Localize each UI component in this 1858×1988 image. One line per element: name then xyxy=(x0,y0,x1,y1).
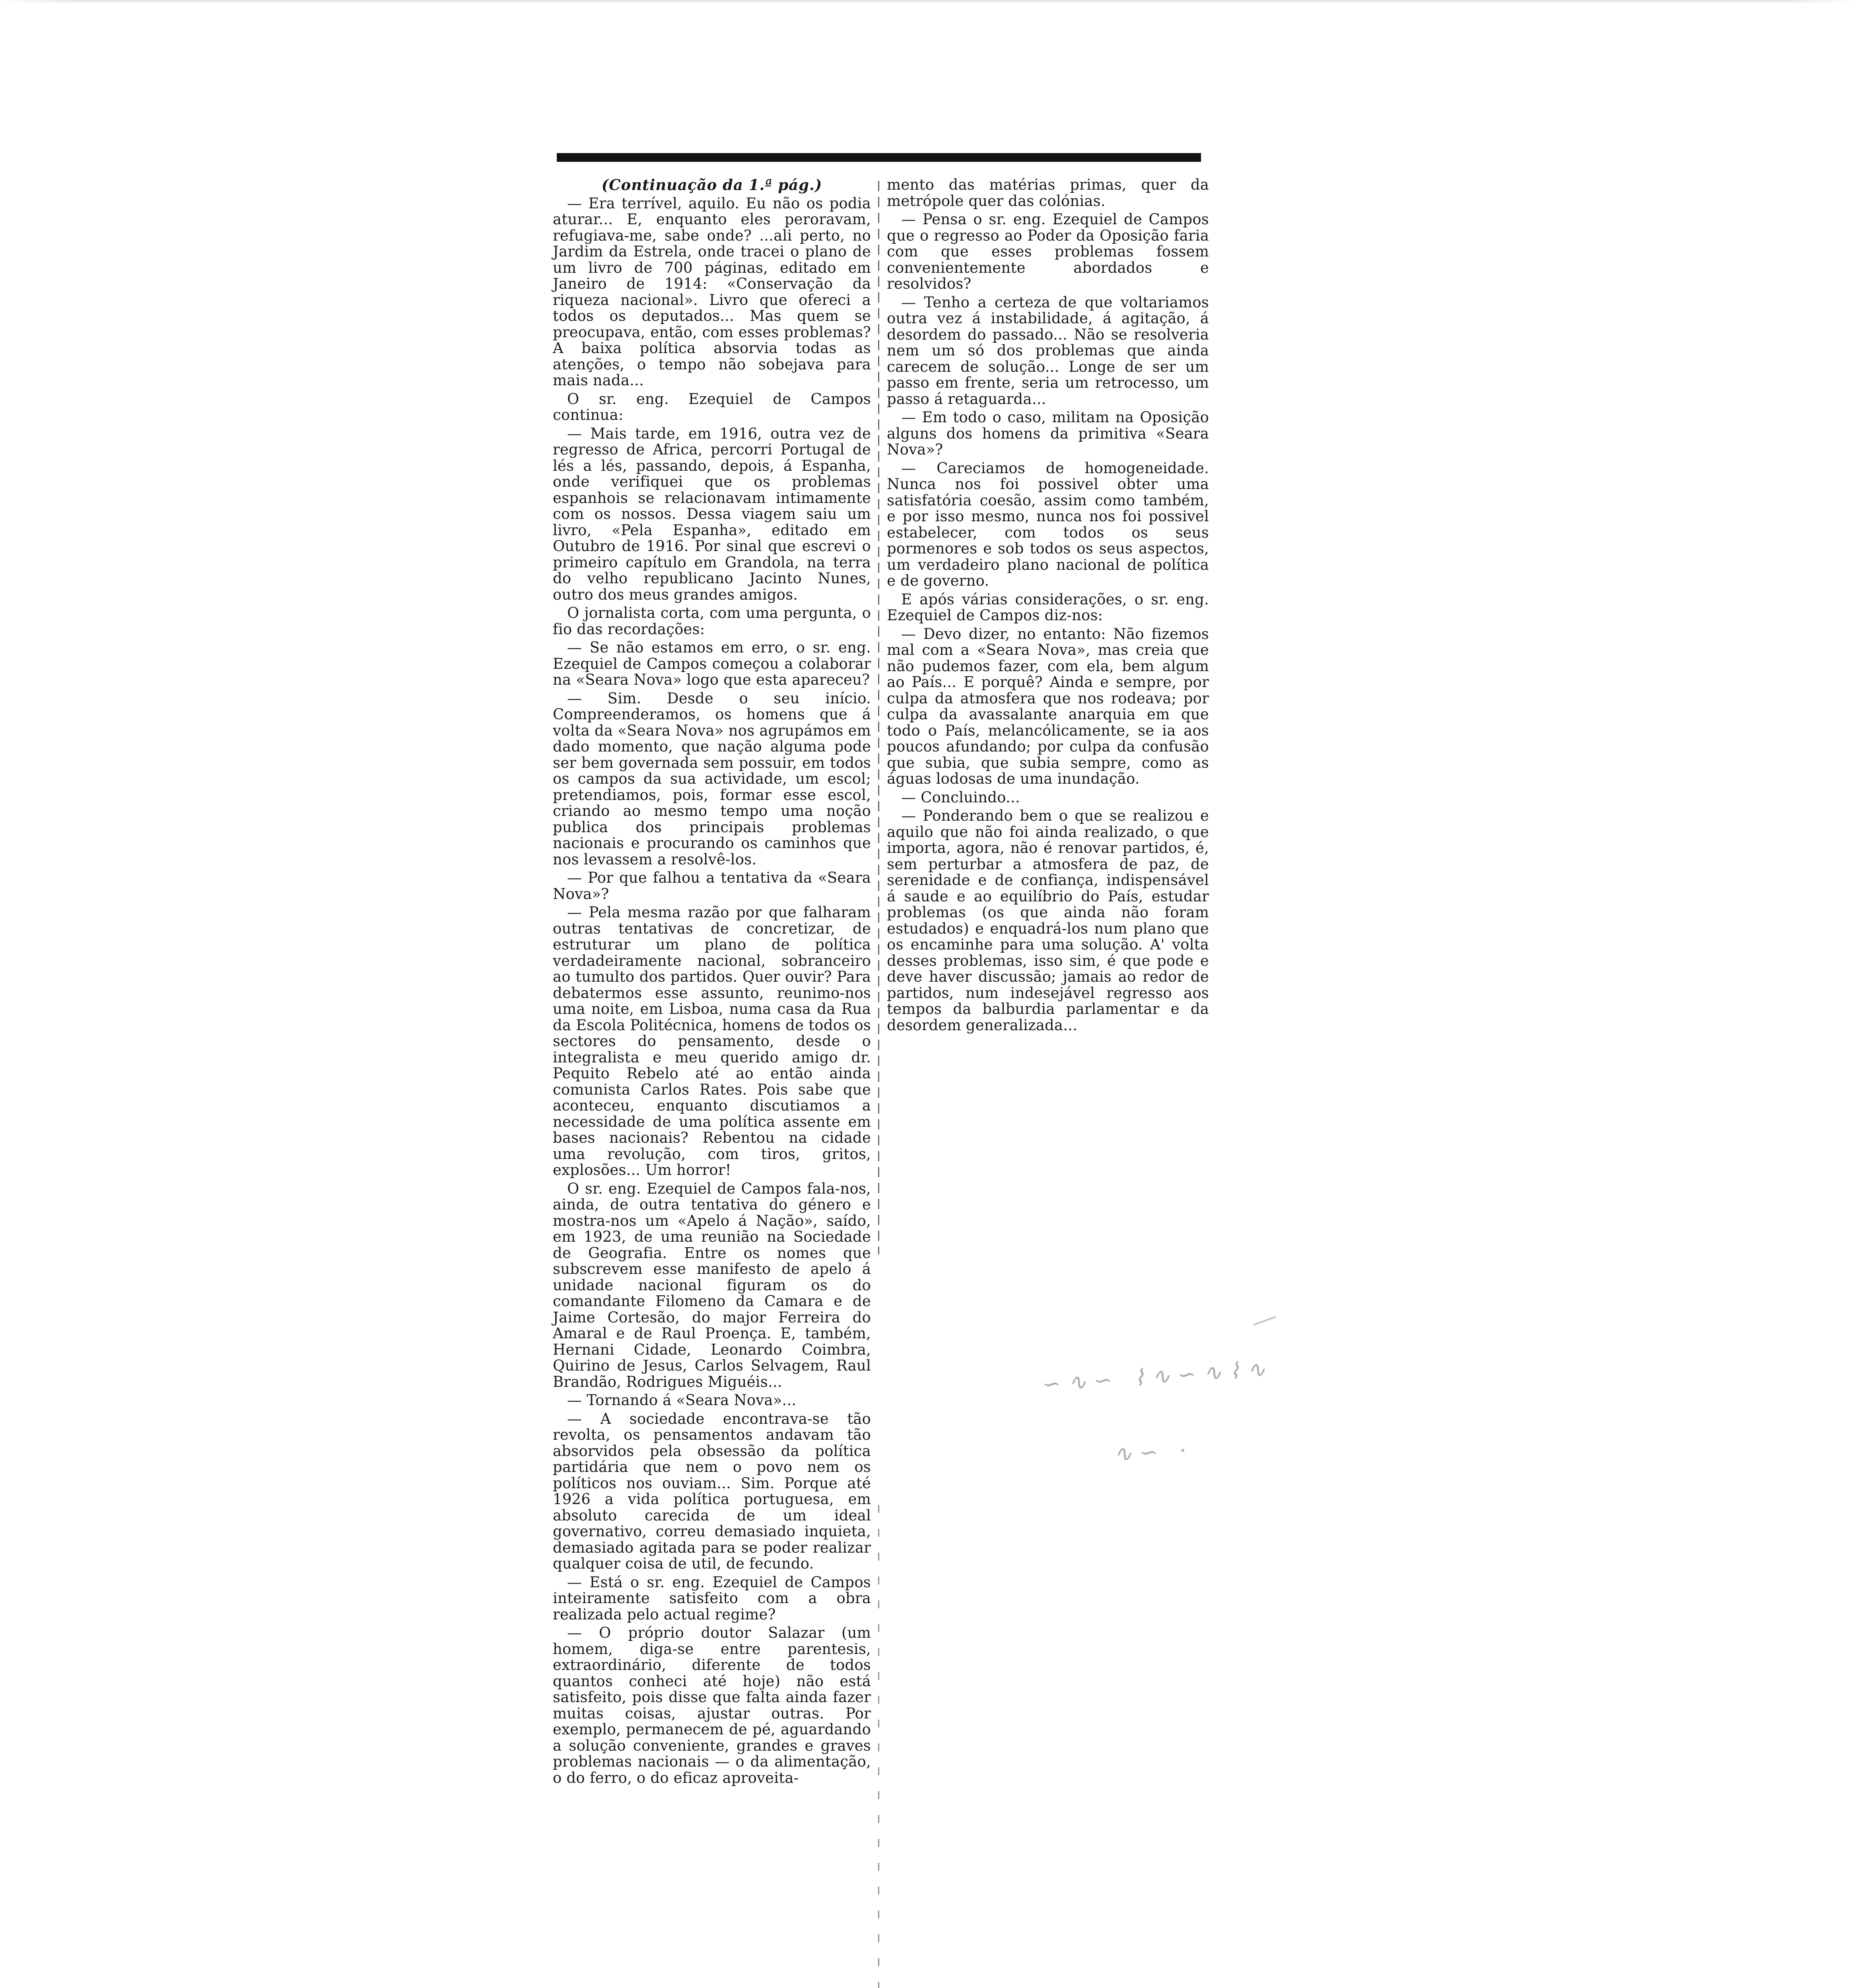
paragraph: — Era terrível, aquilo. Eu não os podia aturar... E, enquanto eles peroravam, refugiava-me, sabe onde? ...ali perto, no Jardim da Estrela, onde tracei o plano de um livro de 700 páginas, editado em Janeiro de 1914: «Conservação da riqueza nacional». Livro que ofereci a todos os deputados... Mas quem se preocupava, então, com esses problemas? A baixa política absorvia todas as atenções, o tempo não sobejava para mais nada... xyxy=(553,194,871,389)
paragraph: O sr. eng. Ezequiel de Campos continua: xyxy=(553,390,871,423)
header-rule xyxy=(557,153,1201,162)
paragraph: — Pela mesma razão por que falharam outras tentativas de concretizar, de estruturar um plano de política verdadeiramente nacional, sobranceiro ao tumulto dos partidos. Quer ouvir? Para debatermos esse assunto, reunimo-nos uma noite, em Lisboa, numa casa da Rua da Escola Politécnica, homens de todos os sectores do pensamento, desde o integralista e meu querido amigo dr. Pequito Rebelo até ao então ainda comunista Carlos Rates. Pois sabe que aconteceu, enquanto discutiamos a necessidade de uma política assente em bases nacionais? Rebentou na cidade uma revolução, com tiros, gritos, explosões... Um horror! xyxy=(553,904,871,1178)
paragraph: mento das matérias primas, quer da metrópole quer das colónias. xyxy=(887,176,1209,210)
paragraph: — Ponderando bem o que se realizou e aquilo que não foi ainda realizado, o que importa, agora, não é renovar partidos, é, sem perturbar a atmosfera de paz, de serenidade e de confiança, indispensável á saude e ao equilíbrio do País, estudar problemas (os que ainda não foram estudados) e enquadrá-los num plano que os encaminhe para uma solução. A' volta desses problemas, isso sim, é que pode e deve haver discussão; jamais ao redor de partidos, num indesejável regresso aos tempos da balburdia parlamentar e da desordem generalizada... xyxy=(887,807,1209,1034)
paragraph: — Sim. Desde o seu início. Compreenderamos, os homens que á volta da «Seara Nova» nos agrupámos em dado momento, que nação alguma pode ser bem governada sem possuir, em todos os campos da sua actividade, um escol; pretendiamos, pois, formar esse escol, criando ao mesmo tempo uma noção publica dos principais problemas nacionais e procurando os caminhos que nos levassem a resolvê-los. xyxy=(553,689,871,868)
column-divider xyxy=(878,1505,879,1988)
paragraph: — Pensa o sr. eng. Ezequiel de Campos que o regresso ao Poder da Oposição faria com que esses problemas fossem convenientemente abordados e resolvidos? xyxy=(887,211,1209,292)
continuation-note: (Continuação da 1.ª pág.) xyxy=(601,176,822,194)
right-column xyxy=(887,177,1209,1036)
paragraph: — Devo dizer, no entanto: Não fizemos mal com a «Seara Nova», mas creia que não pudemos fazer, com ela, bem algum ao País... E porquê? Ainda e sempre, por culpa da atmosfera que nos rodeava; por culpa da avassalante anarquia em que todo o País, melancólicamente, se ia aos poucos afundando; por culpa da confusão que subia, que subia sempre, como as águas lodosas de uma inundação. xyxy=(887,625,1209,787)
paragraph: — Concluindo... xyxy=(901,788,1020,806)
signature-scrawl: ∿∽ · xyxy=(1113,1437,1195,1468)
paragraph: — Tenho a certeza de que voltariamos outra vez á instabilidade, á agitação, á desordem do passado... Não se resolveria nem um só dos problemas que ainda carecem de solução... Longe de ser um passo em frente, seria um retrocesso, um passo á retaguarda... xyxy=(887,293,1209,408)
paragraph: — O próprio doutor Salazar (um homem, diga-se entre parentesis, extraordinário, diferente de todos quantos conheci até hoje) não está satisfeito, pois disse que falta ainda fazer muitas coisas, ajustar outras. Por exemplo, permanecem de pé, aguardando a solução conveniente, grandes e graves problemas nacionais — o da alimentação, o do ferro, o do eficaz aproveita- xyxy=(553,1624,871,1786)
paragraph: — Careciamos de homogeneidade. Nunca nos foi possivel obter uma satisfatória coesão, assim como também, e por isso mesmo, nunca nos foi possivel estabelecer, com todos os seus pormenores e sob todos os seus aspectos, um verdadeiro plano nacional de política e de governo. xyxy=(887,459,1209,589)
handwritten-signature xyxy=(1042,1320,1400,1487)
newspaper-clipping xyxy=(553,153,1233,1988)
paragraph: — A sociedade encontrava-se tão revolta, os pensamentos andavam tão absorvidos pela obsessão da política partidária que nem o povo nem os políticos nos ouviam... Sim. Porque até 1926 a vida política portuguesa, em absoluto carecida de um ideal governativo, correu demasiado inquieta, demasiado agitada para se poder realizar qualquer coisa de util, de fecundo. xyxy=(553,1410,871,1572)
signature-stroke xyxy=(1253,1316,1276,1326)
column-divider xyxy=(878,181,879,1254)
scan-edge xyxy=(0,0,1858,2)
paragraph: — Por que falhou a tentativa da «Seara Nova»? xyxy=(553,869,871,903)
paragraph: O jornalista corta, com uma pergunta, o fio das recordações: xyxy=(553,604,871,638)
paragraph: — Tornando á «Seara Nova»... xyxy=(567,1392,797,1409)
left-column xyxy=(553,177,871,1788)
paragraph: — Mais tarde, em 1916, outra vez de regresso de Africa, percorri Portugal de lés a lés, passando, depois, á Espanha, onde verifiquei que os problemas espanhois se relacionavam intimamente com os nossos. Dessa viagem saiu um livro, «Pela Espanha», editado em Outubro de 1916. Por sinal que escrevi o primeiro capítulo em Grandola, na terra do velho republicano Jacinto Nunes, outro dos meus grandes amigos. xyxy=(553,425,871,603)
signature-scrawl: ∽∿∽ ⌇∿∽∿⌇∿ xyxy=(1041,1355,1274,1398)
paragraph: — Se não estamos em erro, o sr. eng. Ezequiel de Campos começou a colaborar na «Seara Nova» logo que esta apareceu? xyxy=(553,639,871,688)
paragraph: — Está o sr. eng. Ezequiel de Campos inteiramente satisfeito com a obra realizada pelo actual regime? xyxy=(553,1573,871,1623)
paragraph: — Em todo o caso, militam na Oposição alguns dos homens da primitiva «Seara Nova»? xyxy=(887,409,1209,458)
paragraph: E após várias considerações, o sr. eng. Ezequiel de Campos diz-nos: xyxy=(887,590,1209,624)
paragraph: O sr. eng. Ezequiel de Campos fala-nos, ainda, de outra tentativa do género e mostra-nos um «Apelo á Nação», saído, em 1923, de uma reunião na Sociedade de Geografia. Entre os nomes que subscrevem esse manifesto de apelo á unidade nacional figuram os do comandante Filomeno da Camara e de Jaime Cortesão, do major Ferreira do Amaral e de Raul Proença. E, também, Hernani Cidade, Leonardo Coimbra, Quirino de Jesus, Carlos Selvagem, Raul Brandão, Rodrigues Miguéis... xyxy=(553,1180,871,1390)
